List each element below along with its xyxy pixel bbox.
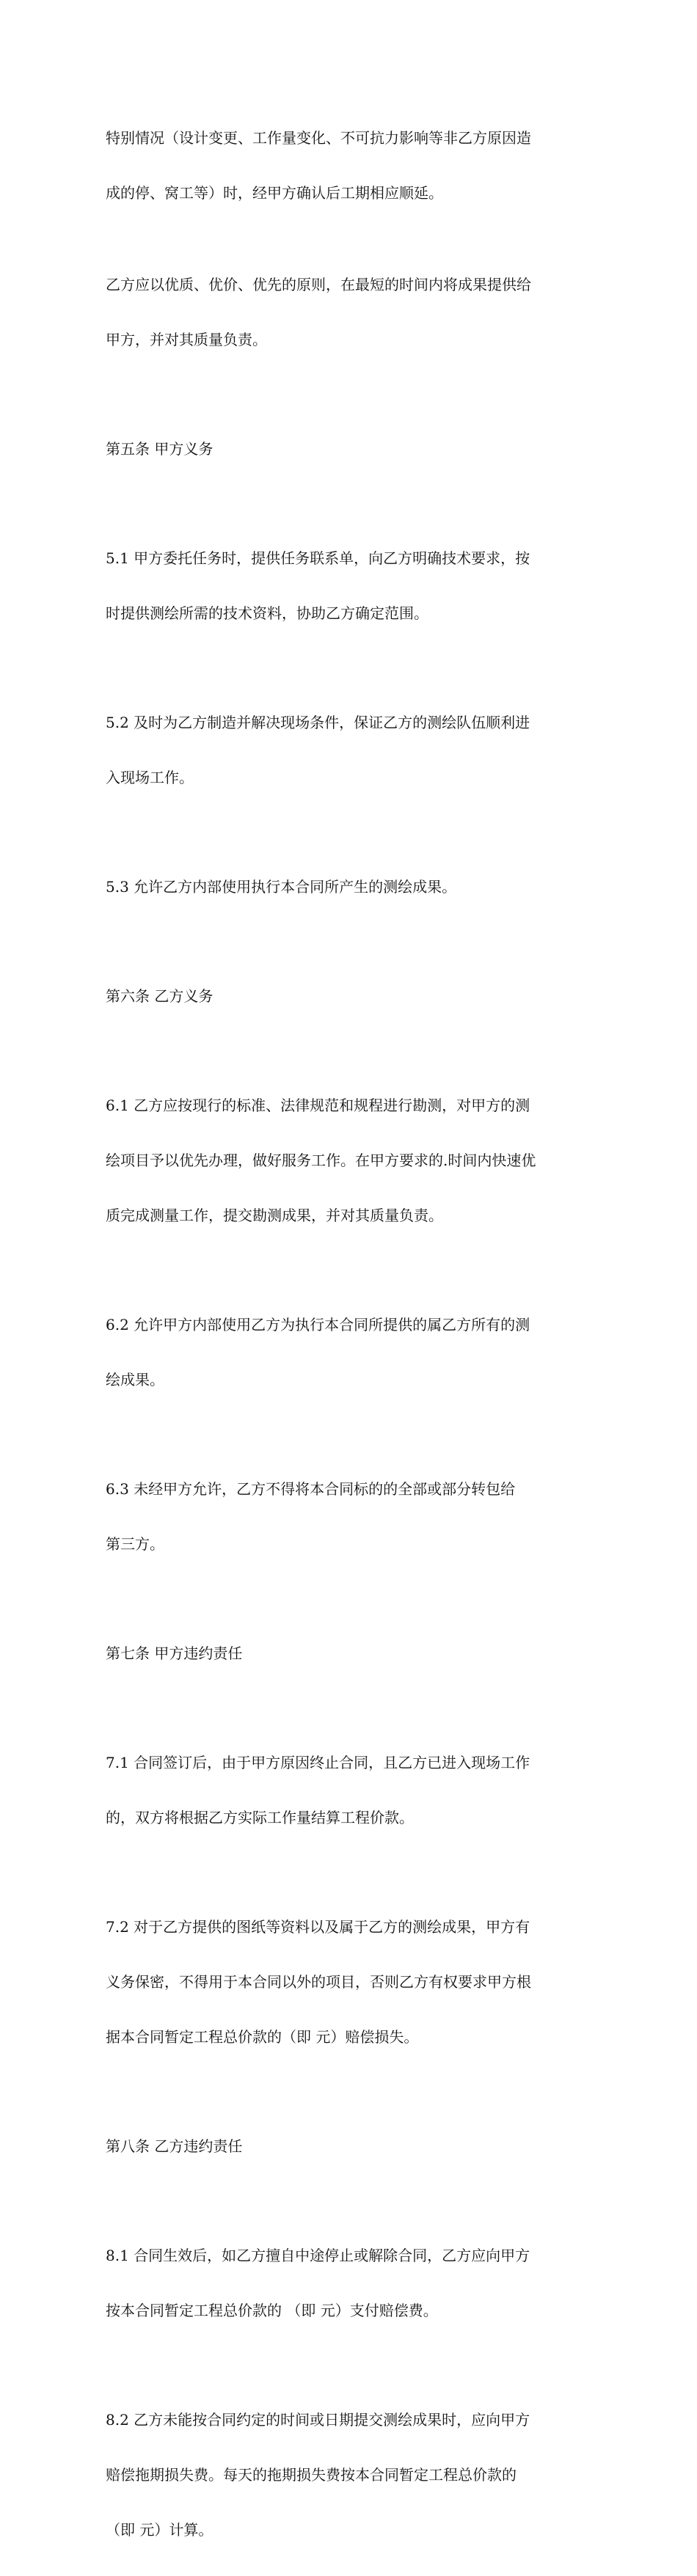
text-line: 8.1 合同生效后，如乙方擅自中途停止或解除合同，乙方应向甲方: [106, 2247, 530, 2264]
text-line: 5.2 及时为乙方制造并解决现场条件，保证乙方的测绘队伍顺利进: [106, 714, 530, 731]
text-line: 绘成果。: [106, 1371, 164, 1388]
clause-6-1: [106, 1060, 594, 1262]
clause-6-2: [106, 1279, 594, 1426]
clause-8-1: [106, 2210, 594, 2357]
clause-5-3: [106, 841, 594, 933]
text-line: 7.2 对于乙方提供的图纸等资料以及属于乙方的测绘成果，甲方有: [106, 1918, 530, 1936]
paragraph-special-circumstances: [106, 92, 594, 239]
text-line: 8.2 乙方未能按合同约定的时间或日期提交测绘成果时，应向甲方: [106, 2411, 530, 2429]
document-body: [106, 92, 594, 2576]
text-line: 第三方。: [106, 1535, 164, 1553]
clause-8-2: [106, 2374, 594, 2576]
text-line: 7.1 合同签订后，由于甲方原因终止合同，且乙方已进入现场工作: [106, 1754, 530, 1771]
paragraph-quality-principle: [106, 239, 594, 386]
heading-text: 第五条 甲方义务: [106, 440, 214, 458]
text-line: 的，双方将根据乙方实际工作量结算工程价款。: [106, 1809, 414, 1826]
text-line: 入现场工作。: [106, 769, 194, 786]
text-line: 质完成测量工作，提交勘测成果，并对其质量负责。: [106, 1207, 443, 1224]
text-line: 5.1 甲方委托任务时，提供任务联系单，向乙方明确技术要求，按: [106, 549, 530, 567]
clause-5-1: [106, 513, 594, 659]
text-line: 6.1 乙方应按现行的标准、法律规范和规程进行勘测，对甲方的测: [106, 1097, 530, 1114]
text-line: 时提供测绘所需的技术资料，协助乙方确定范围。: [106, 604, 428, 622]
clause-6-3: [106, 1443, 594, 1590]
text-line: 义务保密，不得用于本合同以外的项目，否则乙方有权要求甲方根: [106, 1973, 531, 1991]
text-line: 绘项目予以优先办理，做好服务工作。在甲方要求的.时间内快速优: [106, 1152, 536, 1169]
text-line: （即 元）计算。: [106, 2521, 214, 2539]
clause-5-2: [106, 677, 594, 824]
text-line: 甲方，并对其质量负责。: [106, 331, 267, 348]
heading-text: 第八条 乙方违约责任: [106, 2137, 243, 2155]
text-line: 6.3 未经甲方允许，乙方不得将本合同标的的全部或部分转包给: [106, 1480, 516, 1498]
text-line: 乙方应以优质、优价、优先的原则，在最短的时间内将成果提供给: [106, 276, 531, 293]
heading-article-7: [106, 1608, 594, 1699]
heading-article-8: [106, 2101, 594, 2192]
text-line: 按本合同暂定工程总价款的 （即 元）支付赔偿费。: [106, 2302, 438, 2319]
text-line: 成的停、窝工等）时，经甲方确认后工期相应顺延。: [106, 184, 443, 202]
text-line: 据本合同暂定工程总价款的（即 元）赔偿损失。: [106, 2028, 419, 2046]
heading-text: 第六条 乙方义务: [106, 987, 214, 1005]
heading-text: 第七条 甲方违约责任: [106, 1644, 243, 1662]
text-line: 特别情况（设计变更、工作量变化、不可抗力影响等非乙方原因造: [106, 129, 531, 147]
text-line: 5.3 允许乙方内部使用执行本合同所产生的测绘成果。: [106, 878, 457, 896]
text-line: 赔偿拖期损失费。每天的拖期损失费按本合同暂定工程总价款的: [106, 2466, 517, 2484]
heading-article-6: [106, 951, 594, 1042]
text-line: 6.2 允许甲方内部使用乙方为执行本合同所提供的属乙方所有的测: [106, 1316, 530, 1333]
clause-7-1: [106, 1717, 594, 1864]
heading-article-5: [106, 403, 594, 495]
clause-7-2: [106, 1881, 594, 2083]
